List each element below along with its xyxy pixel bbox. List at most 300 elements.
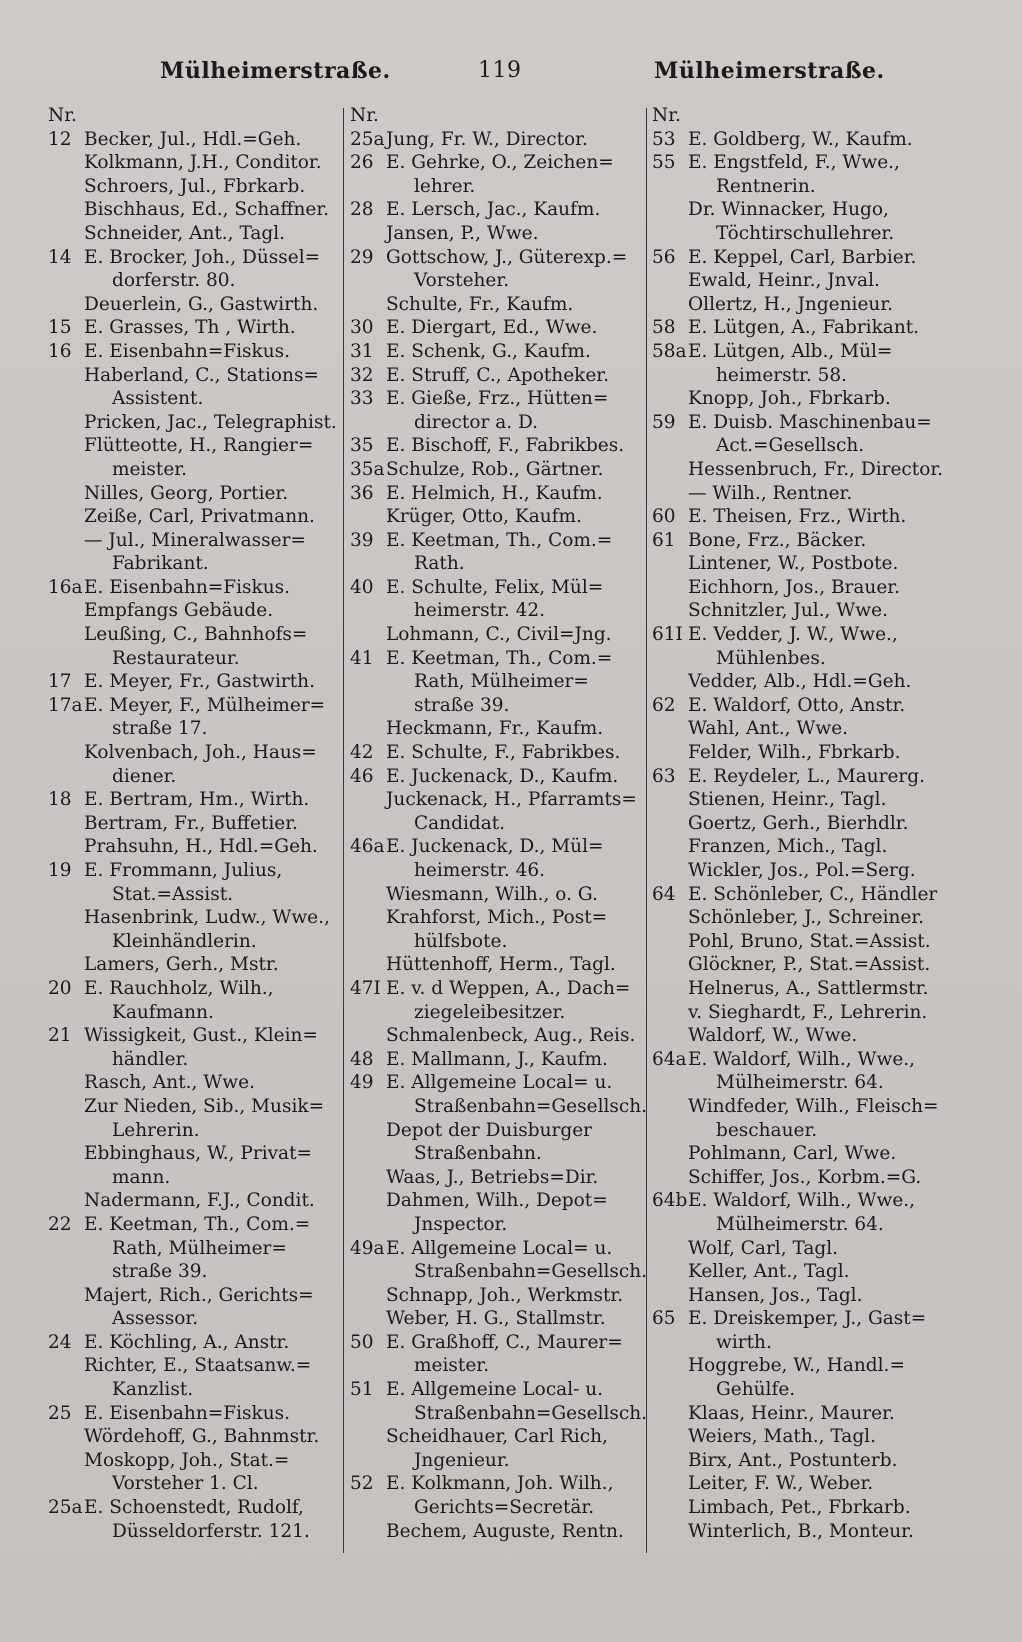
house-number: 46a [350, 836, 385, 858]
directory-line [350, 482, 640, 506]
resident-entry: Weiers, Math., Tagl. [688, 1426, 876, 1448]
directory-line [350, 1284, 640, 1308]
resident-entry: E. Lütgen, Alb., Mül= [688, 340, 893, 362]
directory-line [48, 316, 338, 340]
directory-line [48, 198, 338, 222]
house-number: 17 [48, 671, 72, 693]
resident-entry: E. Meyer, Fr., Gastwirth. [84, 671, 315, 693]
resident-entry: Pohl, Bruno, Stat.=Assist. [688, 930, 931, 952]
resident-entry: E. Vedder, J. W., Wwe., [688, 624, 898, 646]
header-left-street: Mülheimerstraße. [160, 58, 391, 84]
resident-entry: Mülheimerstr. 64. [716, 1213, 884, 1235]
resident-entry: Lintener, W., Postbote. [688, 553, 899, 575]
resident-entry: E. Bertram, Hm., Wirth. [84, 789, 310, 811]
directory-line [652, 104, 952, 128]
directory-line [350, 364, 640, 388]
resident-entry: meister. [112, 458, 187, 480]
house-number: 59 [652, 411, 676, 433]
resident-entry: Lohmann, C., Civil=Jng. [386, 624, 612, 646]
directory-line [652, 670, 952, 694]
resident-entry: Empfangs Gebäude. [84, 600, 274, 622]
directory-line [48, 222, 338, 246]
directory-line [350, 1331, 640, 1355]
directory-line [652, 552, 952, 576]
resident-entry: Klaas, Heinr., Maurer. [688, 1402, 895, 1424]
house-number: 41 [350, 647, 374, 669]
resident-entry: E. Allgemeine Local= u. [386, 1072, 613, 1094]
directory-line [652, 930, 952, 954]
resident-entry: Schulze, Rob., Gärtner. [386, 458, 604, 480]
directory-line [350, 434, 640, 458]
resident-entry: Scheidhauer, Carl Rich, [386, 1426, 608, 1448]
directory-line [652, 1048, 952, 1072]
house-number: Nr. [350, 105, 379, 126]
house-number: 17a [48, 694, 83, 716]
resident-entry: Hasenbrink, Ludw., Wwe., [84, 907, 330, 929]
directory-line [350, 623, 640, 647]
house-number: 12 [48, 128, 72, 150]
directory-line [48, 1378, 338, 1402]
resident-entry: Ewald, Heinr., Jnval. [688, 270, 880, 292]
directory-line [652, 788, 952, 812]
directory-line [652, 1472, 952, 1496]
directory-line [652, 529, 952, 553]
resident-entry: E. Allgemeine Local= u. [386, 1237, 613, 1259]
directory-line [350, 953, 640, 977]
directory-line [350, 647, 640, 671]
directory-line [48, 599, 338, 623]
house-number: 25 [48, 1402, 72, 1424]
directory-line [48, 552, 338, 576]
house-number: 55 [652, 152, 676, 174]
directory-line [652, 623, 952, 647]
column-divider-1 [343, 108, 344, 1553]
column-1 [48, 104, 338, 1564]
resident-entry: Fabrikant. [112, 553, 209, 575]
directory-line [48, 1166, 338, 1190]
resident-entry: Moskopp, Joh., Stat.= [84, 1449, 290, 1471]
resident-entry: Bertram, Fr., Buffetier. [84, 812, 298, 834]
directory-line [48, 670, 338, 694]
resident-entry: Windfeder, Wilh., Fleisch= [688, 1095, 939, 1117]
house-number: 49a [350, 1237, 385, 1259]
directory-line [652, 953, 952, 977]
directory-line [350, 1166, 640, 1190]
directory-line [350, 340, 640, 364]
house-number: 48 [350, 1048, 374, 1070]
resident-entry: E. Goldberg, W., Kaufm. [688, 128, 913, 150]
resident-entry: Schiffer, Jos., Korbm.=G. [688, 1166, 922, 1188]
resident-entry: Hansen, Jos., Tagl. [688, 1284, 863, 1306]
resident-entry: Kanzlist. [112, 1379, 194, 1401]
resident-entry: E. Frommann, Julius, [84, 860, 283, 881]
directory-line [48, 387, 338, 411]
resident-entry: E. Eisenbahn=Fiskus. [84, 340, 290, 362]
resident-entry: Wolf, Carl, Tagl. [688, 1237, 839, 1259]
resident-entry: E. Theisen, Frz., Wirth. [688, 506, 907, 528]
directory-line [652, 1378, 952, 1402]
directory-line [48, 765, 338, 789]
resident-entry: beschauer. [716, 1119, 818, 1141]
directory-line [350, 387, 640, 411]
directory-line [48, 1449, 338, 1473]
column-2 [350, 104, 648, 1564]
directory-line [652, 1307, 952, 1331]
house-number: 28 [350, 199, 374, 221]
resident-entry: Düsseldorferstr. 121. [112, 1520, 310, 1542]
resident-entry: director a. D. [414, 411, 539, 433]
house-number: 14 [48, 246, 72, 268]
directory-line [48, 1472, 338, 1496]
resident-entry: Winterlich, B., Monteur. [688, 1520, 914, 1542]
house-number: 16 [48, 340, 72, 362]
directory-line [48, 1071, 338, 1095]
resident-entry: Schmalenbeck, Aug., Reis. [386, 1025, 636, 1047]
directory-line [652, 482, 952, 506]
directory-line [350, 151, 640, 175]
directory-line [350, 222, 640, 246]
directory-line [652, 883, 952, 907]
resident-entry: Wissigkeit, Gust., Klein= [84, 1025, 318, 1047]
house-number: 32 [350, 364, 374, 386]
directory-line [350, 1071, 640, 1095]
resident-entry: heimerstr. 58. [716, 364, 848, 386]
resident-entry: Franzen, Mich., Tagl. [688, 836, 888, 858]
directory-line [652, 222, 952, 246]
resident-entry: Jansen, P., Wwe. [386, 222, 539, 244]
directory-line [652, 128, 952, 152]
resident-entry: Ebbinghaus, W., Privat= [84, 1143, 313, 1165]
house-number: 52 [350, 1473, 374, 1495]
resident-entry: Jngenieur. [414, 1449, 510, 1471]
resident-entry: E. Brocker, Joh., Düssel= [84, 246, 321, 268]
resident-entry: Vorsteher 1. Cl. [112, 1473, 259, 1495]
resident-entry: Becker, Jul., Hdl.=Geh. [84, 128, 302, 150]
directory-line [48, 246, 338, 270]
resident-entry: Act.=Gesellsch. [716, 435, 865, 457]
resident-entry: Heckmann, Fr., Kaufm. [386, 718, 604, 740]
resident-entry: — Jul., Mineralwasser= [84, 529, 306, 551]
resident-entry: Schroers, Jul., Fbrkarb. [84, 175, 306, 197]
resident-entry: Mühlenbes. [716, 647, 826, 669]
resident-entry: Felder, Wilh., Fbrkarb. [688, 742, 901, 764]
resident-entry: E. Keetman, Th., Com.= [386, 529, 613, 551]
resident-entry: Vedder, Alb., Hdl.=Geh. [688, 671, 912, 693]
directory-line [652, 411, 952, 435]
directory-line [350, 1095, 648, 1119]
directory-line [652, 812, 952, 836]
resident-entry: Glöckner, P., Stat.=Assist. [688, 954, 931, 976]
directory-line [350, 1378, 640, 1402]
directory-line [350, 1237, 640, 1261]
resident-entry: lehrer. [414, 175, 476, 197]
resident-entry: Wickler, Jos., Pol.=Serg. [688, 860, 916, 881]
house-number: 61I [652, 624, 683, 646]
resident-entry: E. Juckenack, D., Mül= [386, 836, 604, 858]
resident-entry: E. Eisenbahn=Fiskus. [84, 1402, 290, 1424]
house-number: Nr. [48, 105, 77, 126]
directory-line [48, 1284, 338, 1308]
directory-line [652, 458, 952, 482]
directory-line [652, 835, 952, 859]
resident-entry: Gerichts=Secretär. [414, 1497, 595, 1519]
resident-entry: E. Allgemeine Local- u. [386, 1379, 604, 1401]
resident-entry: Majert, Rich., Gerichts= [84, 1284, 314, 1306]
resident-entry: E. Reydeler, L., Maurerg. [688, 765, 925, 787]
resident-entry: Mülheimerstr. 64. [716, 1072, 884, 1094]
resident-entry: Depot der Duisburger [386, 1119, 592, 1141]
resident-entry: straße 39. [112, 1261, 208, 1283]
resident-entry: heimerstr. 46. [414, 860, 546, 881]
resident-entry: E. Schoenstedt, Rudolf, [84, 1497, 304, 1519]
resident-entry: E. Rauchholz, Wilh., [84, 977, 274, 999]
directory-line [48, 1496, 338, 1520]
resident-entry: Goertz, Gerh., Bierhdlr. [688, 812, 909, 834]
directory-line [350, 1402, 648, 1426]
directory-line [48, 1048, 338, 1072]
resident-entry: Kolvenbach, Joh., Haus= [84, 742, 317, 764]
resident-entry: E. Kolkmann, Joh. Wilh., [386, 1473, 614, 1495]
resident-entry: Flütteotte, H., Rangier= [84, 435, 314, 457]
resident-entry: E. Gieße, Frz., Hütten= [386, 388, 609, 410]
directory-line [350, 552, 640, 576]
resident-entry: E. Bischoff, F., Fabrikbes. [386, 435, 625, 457]
resident-entry: meister. [414, 1355, 489, 1377]
house-number: 42 [350, 742, 374, 764]
directory-line [48, 269, 338, 293]
directory-line [48, 1402, 338, 1426]
directory-line [652, 1331, 952, 1355]
directory-line [652, 364, 952, 388]
resident-entry: Stienen, Heinr., Tagl. [688, 789, 887, 811]
resident-entry: Wördehoff, G., Bahnmstr. [84, 1426, 320, 1448]
house-number: 22 [48, 1213, 72, 1235]
resident-entry: Jung, Fr. W., Director. [386, 128, 588, 150]
resident-entry: Deuerlein, G., Gastwirth. [84, 293, 319, 315]
resident-entry: Zur Nieden, Sib., Musik= [84, 1095, 325, 1117]
directory-line [350, 529, 640, 553]
house-number: 49 [350, 1072, 374, 1094]
directory-line [652, 1213, 952, 1237]
directory-line [350, 505, 640, 529]
directory-line [652, 1425, 952, 1449]
resident-entry: Bone, Frz., Bäcker. [688, 529, 867, 551]
directory-line [652, 151, 952, 175]
directory-line [652, 175, 952, 199]
directory-line [48, 906, 338, 930]
directory-line [350, 1142, 640, 1166]
directory-line [350, 1354, 640, 1378]
resident-entry: E. Gehrke, O., Zeichen= [386, 152, 614, 174]
directory-line [48, 128, 338, 152]
directory-line [652, 741, 952, 765]
resident-entry: Rath. [414, 553, 465, 575]
directory-line [350, 741, 640, 765]
directory-line [48, 505, 338, 529]
directory-line [350, 246, 640, 270]
resident-entry: E. Grasses, Th , Wirth. [84, 317, 296, 339]
directory-line [48, 1213, 338, 1237]
directory-line [350, 930, 640, 954]
directory-line [48, 1189, 338, 1213]
resident-entry: E. Engstfeld, F., Wwe., [688, 152, 900, 174]
resident-entry: hülfsbote. [414, 930, 508, 952]
resident-entry: Straßenbahn=Gesellsch. [414, 1261, 648, 1283]
directory-line [652, 576, 952, 600]
directory-line [350, 1449, 640, 1473]
resident-entry: Rentnerin. [716, 175, 816, 197]
directory-line [652, 977, 952, 1001]
directory-line [350, 269, 640, 293]
directory-line [48, 458, 338, 482]
directory-line [652, 765, 952, 789]
resident-entry: — Wilh., Rentner. [688, 482, 853, 504]
directory-line [350, 1048, 640, 1072]
resident-entry: Kolkmann, J.H., Conditor. [84, 152, 322, 174]
directory-line [48, 364, 338, 388]
resident-entry: Hoggrebe, W., Handl.= [688, 1355, 905, 1377]
resident-entry: Hessenbruch, Fr., Director. [688, 458, 944, 480]
resident-entry: dorferstr. 80. [112, 270, 236, 292]
resident-entry: Restaurateur. [112, 647, 240, 669]
directory-line [350, 175, 640, 199]
resident-entry: Rasch, Ant., Wwe. [84, 1072, 255, 1094]
directory-line [48, 151, 338, 175]
directory-line [48, 812, 338, 836]
house-number: 24 [48, 1331, 72, 1353]
resident-entry: v. Sieghardt, F., Lehrerin. [688, 1001, 928, 1023]
resident-entry: E. v. d Weppen, A., Dach= [386, 977, 631, 999]
directory-line [350, 883, 640, 907]
directory-line [350, 1119, 640, 1143]
directory-line [48, 1142, 338, 1166]
resident-entry: Wahl, Ant., Wwe. [688, 718, 849, 740]
directory-line [48, 411, 338, 435]
resident-entry: Birx, Ant., Postunterb. [688, 1449, 898, 1471]
resident-entry: E. Schulte, Felix, Mül= [386, 576, 604, 598]
directory-line [48, 647, 338, 671]
resident-entry: Bischhaus, Ed., Schaffner. [84, 199, 330, 221]
resident-entry: Stat.=Assist. [112, 883, 234, 905]
directory-line [652, 1189, 952, 1213]
house-number: 64b [652, 1190, 688, 1212]
directory-line [652, 1520, 952, 1544]
house-number: 56 [652, 246, 676, 268]
resident-entry: E. Lütgen, A., Fabrikant. [688, 317, 920, 339]
resident-entry: Lehrerin. [112, 1119, 200, 1141]
resident-entry: E. Keppel, Carl, Barbier. [688, 246, 917, 268]
house-number: 35a [350, 458, 385, 480]
resident-entry: E. Struff, C., Apotheker. [386, 364, 610, 386]
directory-line [350, 765, 640, 789]
directory-line [652, 599, 952, 623]
directory-line [48, 694, 338, 718]
directory-line [652, 293, 952, 317]
directory-line [350, 1260, 648, 1284]
directory-line [350, 1189, 640, 1213]
resident-entry: Straßenbahn. [414, 1143, 542, 1165]
directory-line [652, 434, 952, 458]
house-number: 60 [652, 506, 676, 528]
directory-line [48, 1024, 338, 1048]
resident-entry: Schneider, Ant., Tagl. [84, 222, 286, 244]
house-number: 25a [48, 1497, 83, 1519]
directory-line [48, 930, 338, 954]
directory-line [350, 835, 640, 859]
directory-line [652, 1119, 952, 1143]
directory-line [48, 1001, 338, 1025]
house-number: 25a [350, 128, 385, 150]
column-3 [652, 104, 952, 1564]
directory-line [350, 104, 640, 128]
directory-line [652, 1449, 952, 1473]
resident-entry: E. Keetman, Th., Com.= [386, 647, 613, 669]
resident-entry: Zeiße, Carl, Privatmann. [84, 506, 315, 528]
resident-entry: Kaufmann. [112, 1001, 214, 1023]
resident-entry: Knopp, Joh., Fbrkarb. [688, 388, 891, 410]
resident-entry: E. Duisb. Maschinenbau= [688, 411, 932, 433]
house-number: 46 [350, 765, 374, 787]
resident-entry: händler. [112, 1048, 189, 1070]
resident-entry: Rath, Mülheimer= [112, 1237, 287, 1259]
directory-line [48, 717, 338, 741]
resident-entry: Pohlmann, Carl, Wwe. [688, 1143, 897, 1165]
resident-entry: Krahforst, Mich., Post= [386, 907, 608, 929]
resident-entry: Ollertz, H., Jngenieur. [688, 293, 894, 315]
directory-line [652, 246, 952, 270]
house-number: 33 [350, 388, 374, 410]
directory-line [652, 1402, 952, 1426]
resident-entry: Keller, Ant., Tagl. [688, 1261, 850, 1283]
resident-entry: E. Schulte, F., Fabrikbes. [386, 742, 621, 764]
directory-line [350, 1496, 640, 1520]
directory-line [48, 741, 338, 765]
resident-entry: wirth. [716, 1331, 772, 1353]
resident-entry: Nadermann, F.J., Condit. [84, 1190, 315, 1212]
directory-line [48, 788, 338, 812]
directory-line [48, 434, 338, 458]
house-number: 15 [48, 317, 72, 339]
directory-line [350, 717, 640, 741]
resident-entry: Schulte, Fr., Kaufm. [386, 293, 574, 315]
directory-line [350, 1472, 640, 1496]
directory-line [48, 1095, 338, 1119]
directory-line [652, 1001, 952, 1025]
directory-line [652, 694, 952, 718]
directory-line [350, 788, 640, 812]
directory-line [350, 977, 640, 1001]
directory-line [652, 1496, 952, 1520]
directory-line [48, 175, 338, 199]
house-number: 47I [350, 977, 381, 999]
directory-line [350, 293, 640, 317]
house-number: 64 [652, 883, 676, 905]
house-number: 63 [652, 765, 676, 787]
resident-entry: Assistent. [112, 388, 204, 410]
resident-entry: E. Schönleber, C., Händler [688, 883, 938, 905]
directory-line [652, 859, 952, 883]
directory-line [48, 1425, 338, 1449]
directory-line [48, 529, 338, 553]
resident-entry: Töchtirschullehrer. [716, 222, 895, 244]
resident-entry: Richter, E., Staatsanw.= [84, 1355, 312, 1377]
resident-entry: Haberland, C., Stations= [84, 364, 319, 386]
resident-entry: E. Köchling, A., Anstr. [84, 1331, 290, 1353]
resident-entry: E. Eisenbahn=Fiskus. [84, 576, 290, 598]
resident-entry: E. Diergart, Ed., Wwe. [386, 317, 598, 339]
directory-line [350, 198, 640, 222]
directory-line [350, 859, 640, 883]
